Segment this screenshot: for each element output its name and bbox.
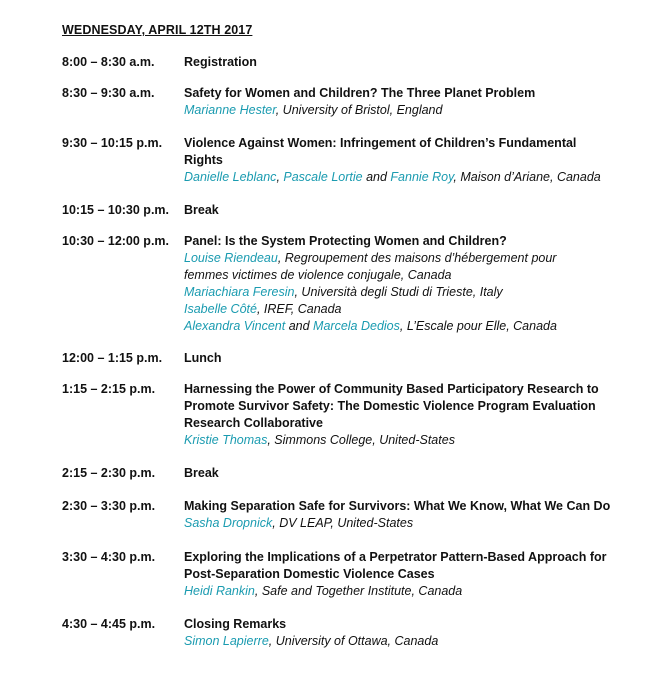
session-details xyxy=(184,616,639,650)
speaker-name: Heidi Rankin xyxy=(184,584,255,598)
day-heading: WEDNESDAY, APRIL 12TH 2017 xyxy=(62,23,253,37)
speaker-name: Isabelle Côté xyxy=(184,302,257,316)
session-details xyxy=(184,549,639,600)
speaker-name: Kristie Thomas xyxy=(184,433,268,447)
speaker-line xyxy=(184,633,639,650)
speaker-name: Alexandra Vincent xyxy=(184,319,286,333)
session-time: 8:30 – 9:30 a.m. xyxy=(62,86,155,100)
speaker-line xyxy=(184,432,639,449)
session-title: Exploring the Implications of a Perpetrator Pattern-Based Approach for xyxy=(184,550,607,564)
session-title: Violence Against Women: Infringement of Children’s Fundamental xyxy=(184,136,577,150)
speaker-name: Marcela Dedios xyxy=(313,319,400,333)
session-title: Closing Remarks xyxy=(184,617,287,631)
speaker-name: Danielle Leblanc xyxy=(184,170,277,184)
session-details xyxy=(184,54,639,71)
speaker-line xyxy=(184,515,639,532)
session-details xyxy=(184,498,639,532)
session-time: 8:00 – 8:30 a.m. xyxy=(62,55,155,69)
speaker-affiliation: , Simmons College, United-States xyxy=(267,433,455,447)
session-title: Rights xyxy=(184,153,223,167)
speaker-affiliation: and xyxy=(285,319,314,333)
speaker-name: Fannie Roy xyxy=(390,170,454,184)
session-details xyxy=(184,381,639,449)
session-title: Promote Survivor Safety: The Domestic Violence Program Evaluation xyxy=(184,399,596,413)
speaker-line xyxy=(184,318,639,335)
speaker-affiliation: , xyxy=(276,170,284,184)
session-title: Break xyxy=(184,203,219,217)
session-title: Making Separation Safe for Survivors: What We Know, What We Can Do xyxy=(184,499,611,513)
session-details xyxy=(184,202,639,219)
speaker-affiliation: , IREF, Canada xyxy=(256,302,342,316)
speaker-line xyxy=(184,250,639,267)
session-details xyxy=(184,350,639,367)
speaker-affiliation: , Maison d’Ariane, Canada xyxy=(453,170,601,184)
session-time: 12:00 – 1:15 p.m. xyxy=(62,351,163,365)
session-title: Post-Separation Domestic Violence Cases xyxy=(184,567,435,581)
session-title: Harnessing the Power of Community Based Participatory Research to xyxy=(184,382,599,396)
speaker-affiliation: , University of Ottawa, Canada xyxy=(268,634,439,648)
session-time: 2:15 – 2:30 p.m. xyxy=(62,466,156,480)
speaker-name: Marianne Hester xyxy=(184,103,276,117)
speaker-name: Simon Lapierre xyxy=(184,634,269,648)
speaker-line xyxy=(184,583,639,600)
speaker-line xyxy=(184,267,639,284)
session-title: Lunch xyxy=(184,351,222,365)
speaker-name: Louise Riendeau xyxy=(184,251,278,265)
speaker-line xyxy=(184,284,639,301)
speaker-affiliation: , Regroupement des maisons d’hébergement pour xyxy=(277,251,557,265)
session-details xyxy=(184,465,639,482)
session-time: 10:15 – 10:30 p.m. xyxy=(62,203,170,217)
speaker-affiliation: , Università degli Studi di Trieste, Italy xyxy=(294,285,503,299)
session-details xyxy=(184,233,639,335)
speaker-name: Sasha Dropnick xyxy=(184,516,273,530)
speaker-line xyxy=(184,102,639,119)
session-details xyxy=(184,135,639,186)
session-title: Panel: Is the System Protecting Women and Children? xyxy=(184,234,507,248)
speaker-affiliation: , University of Bristol, England xyxy=(275,103,443,117)
session-time: 4:30 – 4:45 p.m. xyxy=(62,617,156,631)
session-details xyxy=(184,85,639,119)
speaker-line xyxy=(184,301,639,318)
session-title: Break xyxy=(184,466,219,480)
session-time: 9:30 – 10:15 p.m. xyxy=(62,136,163,150)
speaker-affiliation: , Safe and Together Institute, Canada xyxy=(254,584,463,598)
session-time: 2:30 – 3:30 p.m. xyxy=(62,499,156,513)
speaker-name: Pascale Lortie xyxy=(283,170,363,184)
speaker-affiliation: femmes victimes de violence conjugale, Canada xyxy=(184,268,452,282)
session-title: Registration xyxy=(184,55,257,69)
session-title: Safety for Women and Children? The Three Planet Problem xyxy=(184,86,536,100)
session-time: 10:30 – 12:00 p.m. xyxy=(62,234,170,248)
session-title: Research Collaborative xyxy=(184,416,323,430)
speaker-line xyxy=(184,169,639,186)
speaker-name: Mariachiara Feresin xyxy=(184,285,295,299)
speaker-affiliation: , L’Escale pour Elle, Canada xyxy=(399,319,557,333)
speaker-affiliation: , DV LEAP, United-States xyxy=(272,516,414,530)
session-time: 3:30 – 4:30 p.m. xyxy=(62,550,156,564)
session-time: 1:15 – 2:15 p.m. xyxy=(62,382,156,396)
speaker-affiliation: and xyxy=(362,170,391,184)
